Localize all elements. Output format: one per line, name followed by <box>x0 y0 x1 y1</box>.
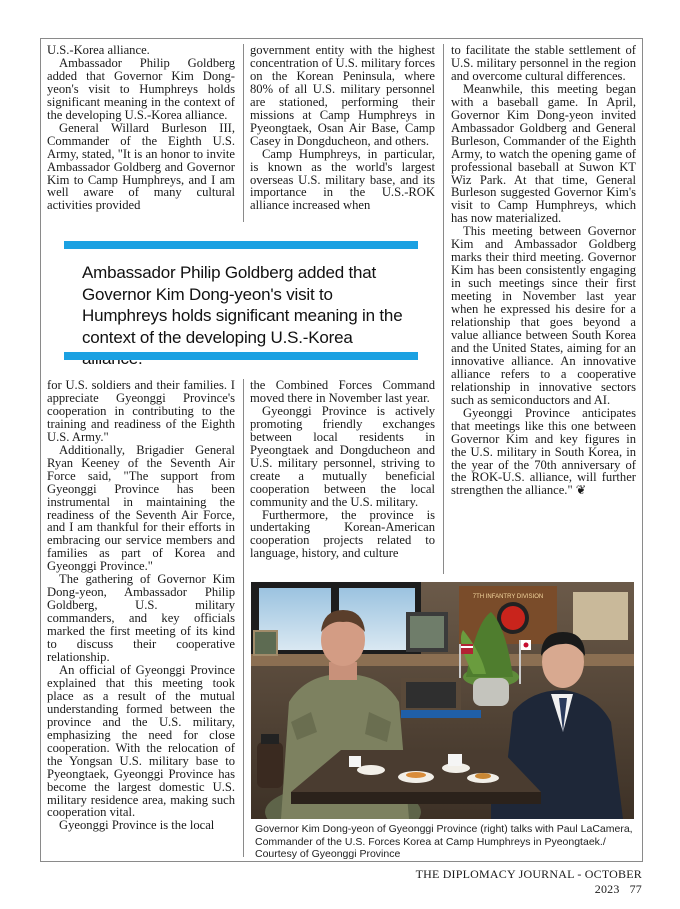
column-3 <box>451 44 636 497</box>
paragraph: Additionally, Brigadier General Ryan Keeney of the Seventh Air Force said, "The support from Gyeonggi Province has been instrumental in maintaining the readiness of the Seventh Air Force, and I am thankful for their efforts in embracing our service members and families as part of Korea and Gyeonggi Province." <box>47 442 235 574</box>
paragraph: the Combined Forces Command moved there in November last year. <box>250 378 435 405</box>
sign-text: 7TH INFANTRY DIVISION <box>472 594 544 600</box>
paragraph: to facilitate the stable settlement of U.S. military personnel in the region and overcome cultural differences. <box>451 43 636 83</box>
column-2-top <box>250 44 435 212</box>
paragraph: Gyeonggi Province is the local <box>59 818 215 833</box>
column-1-top <box>47 44 235 212</box>
column-divider <box>243 44 244 222</box>
meeting-photo <box>251 582 634 819</box>
paragraph: The gathering of Governor Kim Dong-yeon, Ambassador Philip Goldberg, U.S. military commanders, and key officials marked the first meeting of its kind to discuss their cooperative relationship. <box>47 572 235 665</box>
paragraph: U.S.-Korea alliance. <box>47 43 150 57</box>
column-1-bottom <box>47 379 235 832</box>
pullquote-bottom-bar <box>64 352 418 360</box>
paragraph: An official of Gyeonggi Province explained that this meeting took place as a result of the mutual understanding formed between the province and the U.S. military, emphasizing the need for close cooperation. With the relocation of the Yongsan U.S. military base to Pyeongtaek, Gyeonggi Province has become the largest domestic U.S. military residence area, making such cooperation vital. <box>47 662 235 820</box>
journal-name: THE DIPLOMACY JOURNAL - OCTOBER 2023 <box>415 867 642 896</box>
page-footer <box>372 867 642 897</box>
paragraph: Camp Humphreys, in particular, is known as the world's largest overseas U.S. military base, and its importance in the U.S.-ROK alliance increased when <box>250 146 435 213</box>
photo-caption: Governor Kim Dong-yeon of Gyeonggi Province (right) talks with Paul LaCamera, Commander of the U.S. Forces Korea at Camp Humphreys in Pyeongtaek./ Courtesy of Gyeonggi Province <box>255 823 633 860</box>
paragraph: for U.S. soldiers and their families. I appreciate Gyeonggi Province's cooperation in contributing to the training and readiness of the Eighth U.S. Army." <box>47 378 235 444</box>
column-divider <box>443 44 444 574</box>
column-divider <box>243 379 244 857</box>
pullquote-top-bar <box>64 241 418 249</box>
paragraph: This meeting between Governor Kim and Ambassador Goldberg marks their third meeting. Governor Kim has been consistently engaging in such meetings since their first meeting in November last year when he expressed his desire for a relationship that goes beyond a value alliance between South Korea and the United States, aiming for an innovative alliance. An innovative alliance refers to a cooperative relationship in innovative sectors such as semiconductors and AI. <box>451 224 636 407</box>
column-2-bottom <box>250 379 435 560</box>
paragraph: Meanwhile, this meeting began with a baseball game. In April, Governor Kim Dong-yeon invited Ambassador Goldberg and General Burleson, Commander of the Eighth Army, to watch the opening game of professional baseball at Suwon KT Wiz Park. At that time, General Burleson suggested Governor Kim's visit to Camp Humphreys, which has now materialized. <box>451 81 636 226</box>
page-number: 77 <box>629 882 642 896</box>
pullquote: Ambassador Philip Goldberg added that Governor Kim Dong-yeon's visit to Humphreys holds significant meaning in the context of the developing U.S.-Korea <box>82 263 403 347</box>
paragraph: government entity with the highest concentration of U.S. military forces on the Korean Peninsula, where 80% of all U.S. military personnel are stationed, performing their missions at Camp Humphreys in Pyeongtaek, Osan Air Base, Camp Casey in Dongducheon, and others. <box>250 43 435 148</box>
paragraph: Furthermore, the province is undertaking Korean-American cooperation projects related to language, history, and culture <box>250 507 435 561</box>
paragraph: Ambassador Philip Goldberg added that Governor Kim Dong-yeon's visit to Humphreys holds significant meaning in the context of the developing U.S.-Korea alliance. <box>47 55 235 122</box>
paragraph: Gyeonggi Province anticipates that meetings like this one between Governor Kim and key figures in the U.S. military in South Korea, in the year of the 70th anniversary of the ROK-U.S. alliance, will further strengthen the alliance." ❦ <box>451 405 636 498</box>
paragraph: General Willard Burleson III, Commander of the Eighth U.S. Army, stated, "It is an honor to invite Ambassador Goldberg and Governor Kim to Camp Humphreys, and I am well aware of many cultural activities provided <box>47 120 235 213</box>
paragraph: Gyeonggi Province is actively promoting friendly exchanges between local residents in Pyeongtaek and Dongducheon and U.S. military personnel, striving to create a mutually beneficial cooperation between the local community and the U.S. military. <box>250 403 435 509</box>
